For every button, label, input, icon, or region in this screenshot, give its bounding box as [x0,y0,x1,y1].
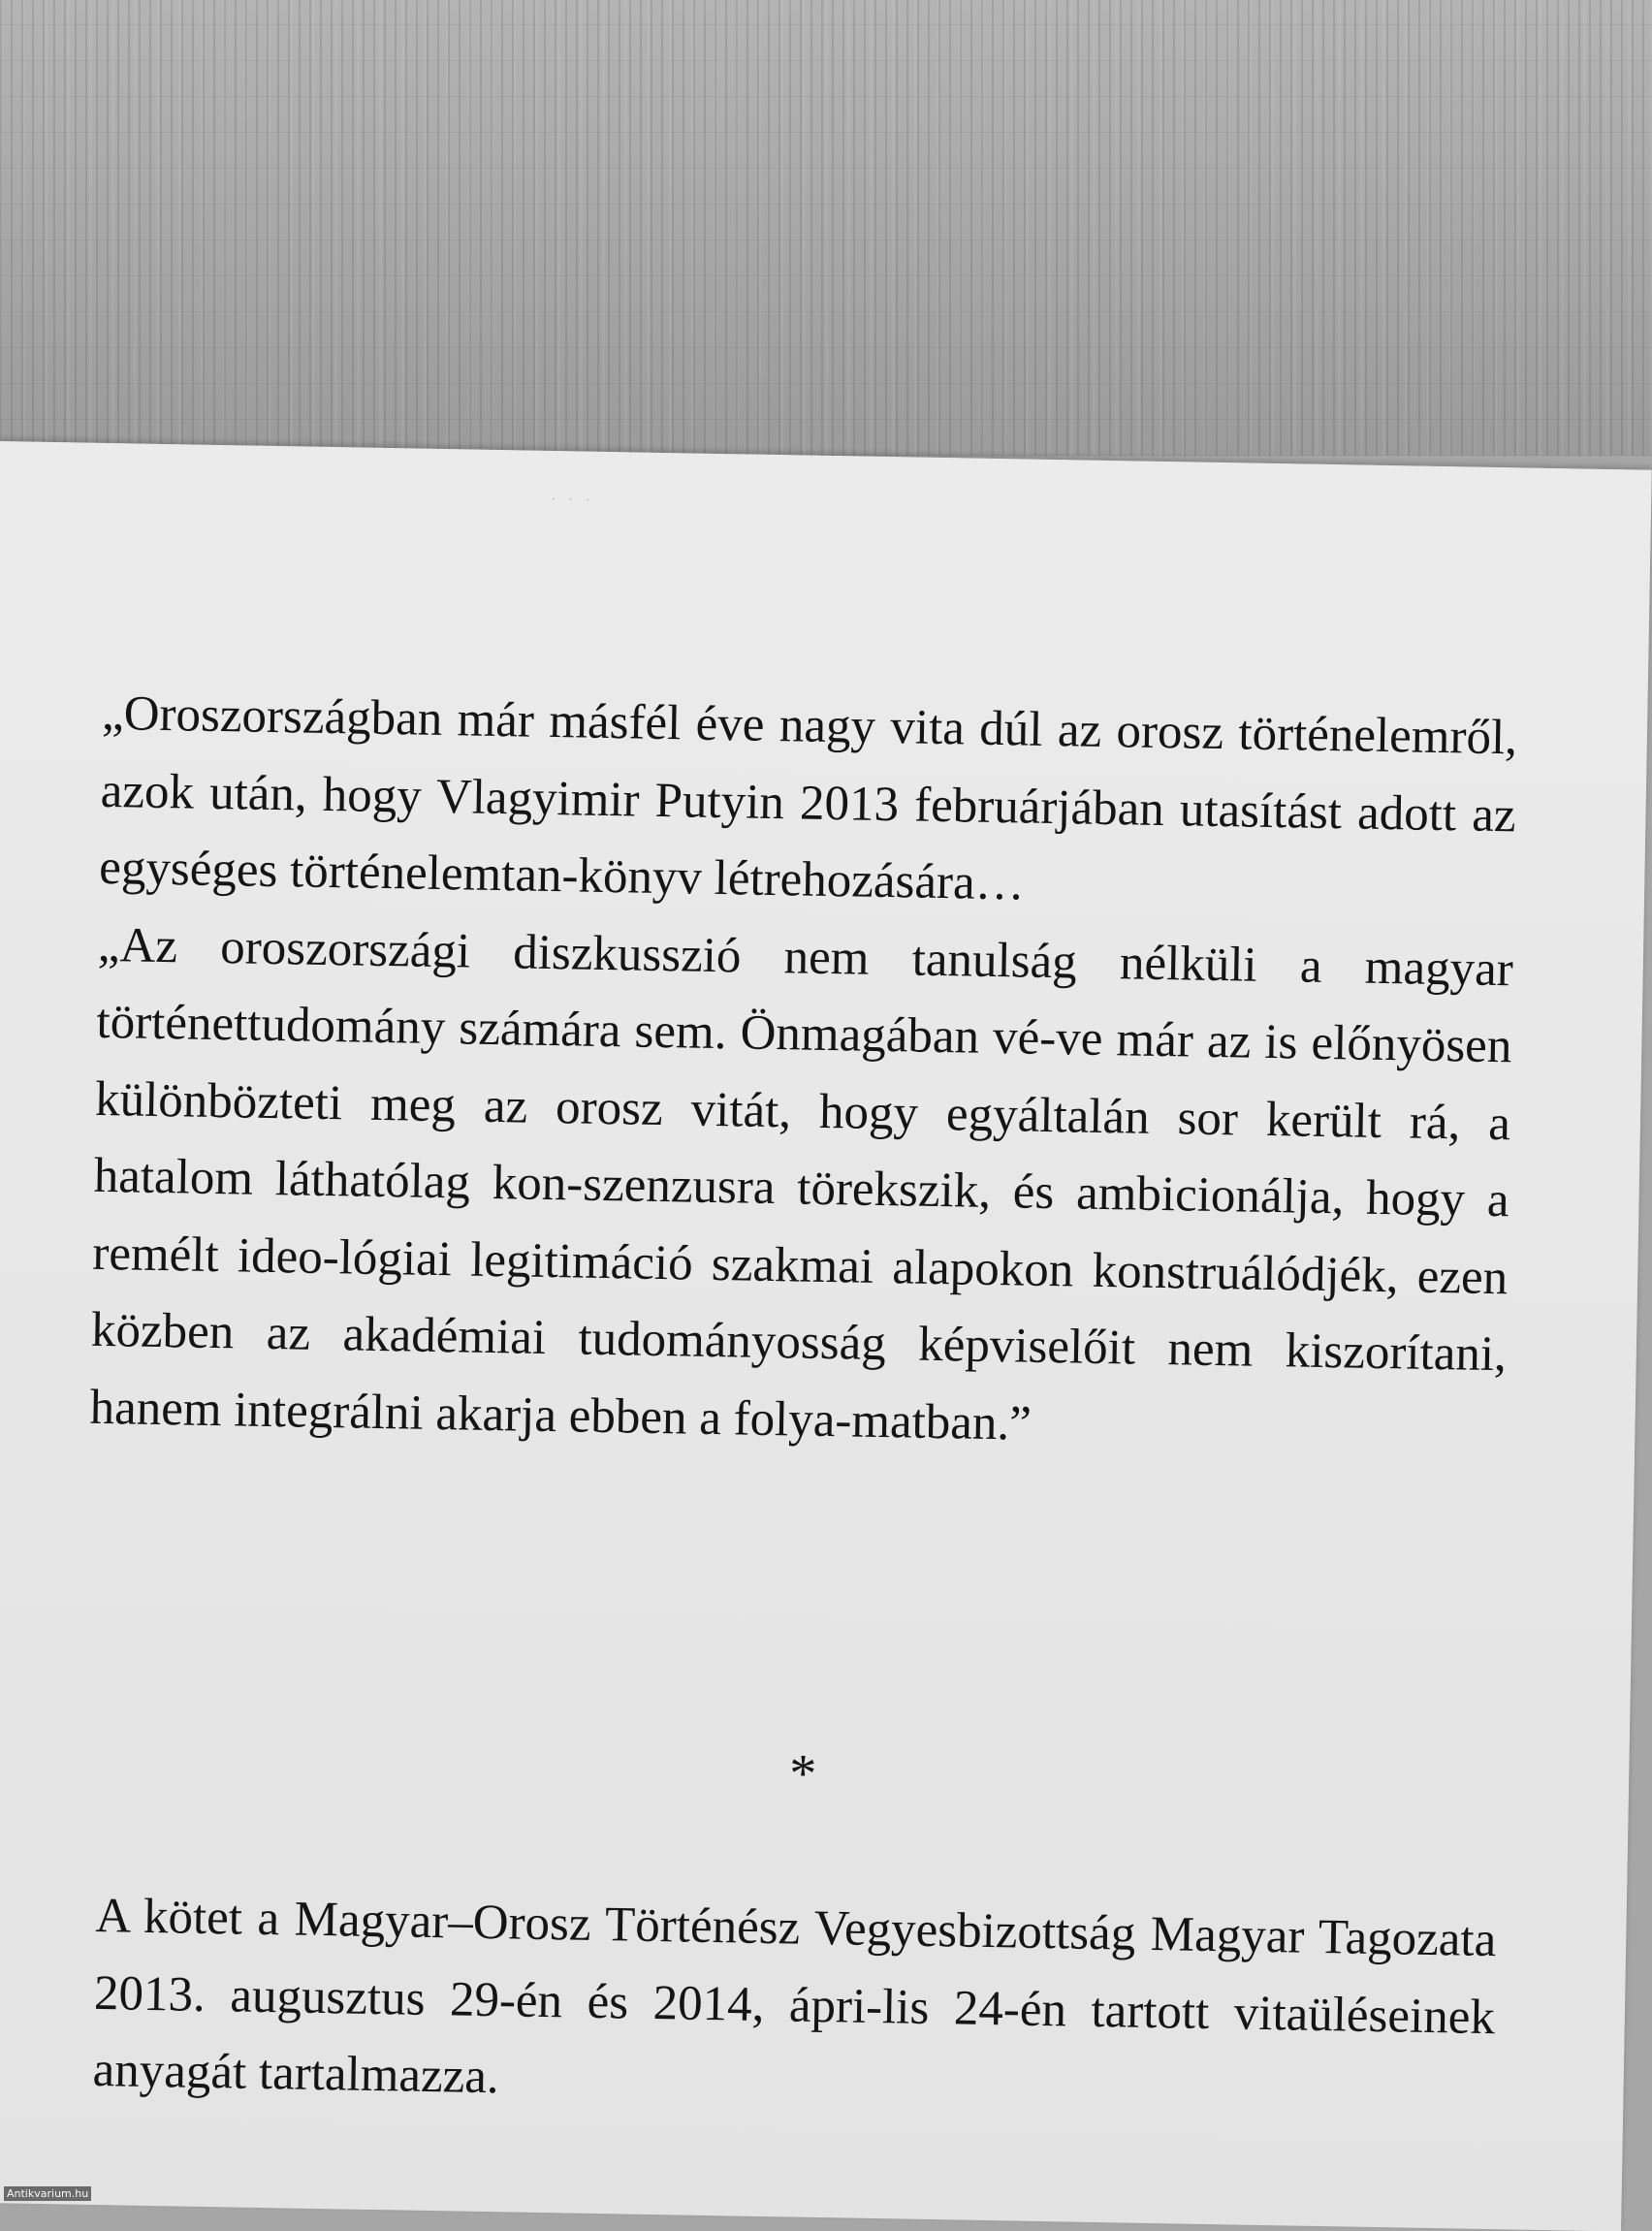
paper-speck: · · · [551,494,596,506]
quote-paragraph-1: „Oroszországban már másfél éve nagy vita dúl az orosz történelemről, azok után, hogy Vlagyimir Putyin 2013 februárjában utasítást adott az egységes történelemtan-könyv létrehozására… [98,685,1518,911]
volume-info-paragraph: A kötet a Magyar–Orosz Történész Vegyesbizottság Magyar Tagozata 2013. augusztus 29-én és 2014, ápri-lis 24-én tartott vitaüléseinek anyagát tartalmazza. [92,1888,1497,2105]
section-separator: * [788,1743,817,1804]
quote-paragraph-2: „Az oroszországi diszkusszió nem tanulság nélküli a magyar történettudomány számára sem. Önmagában vé-ve már az is előnyösen különbözteti meg az orosz vitát, hogy egyáltalán sor került rá, a hatalom láthatólag kon-szenzusra törekszik, és ambicionálja, hogy a remélt ideo-lógiai legitimáció szakmai alapokon konstruálódjék, ezen közben az akadémiai tudományosság képviselőit nem kiszorítani, hanem integrálni akarja ebben a folya-matban.” [89,917,1514,1451]
quote-text-block [89,676,1518,1471]
printed-page [0,441,1652,2231]
watermark: Antikvarium.hu [4,2186,91,2201]
textured-backdrop [0,0,1652,456]
